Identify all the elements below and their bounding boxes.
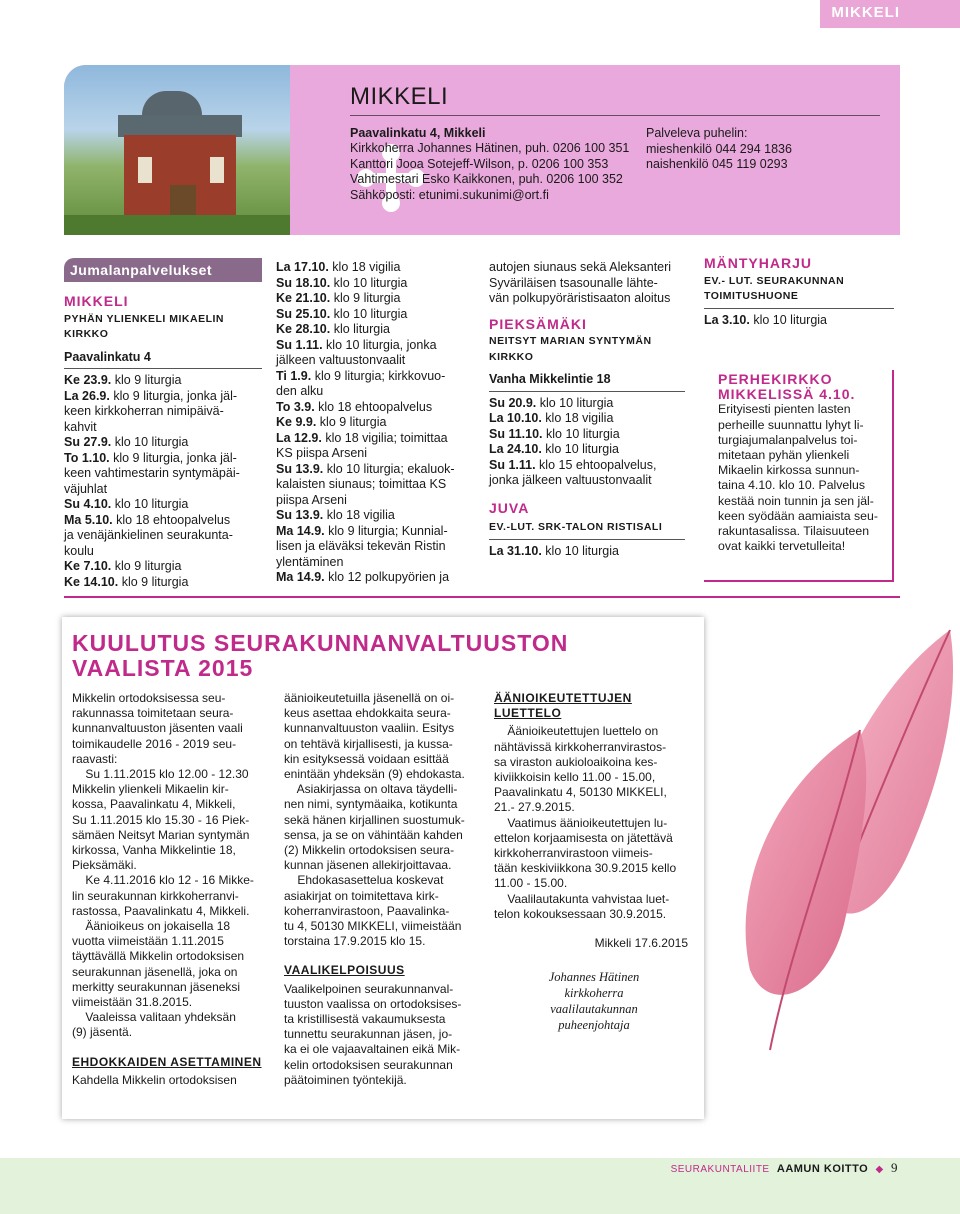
entry-text: klo 10 liturgia — [536, 395, 614, 410]
entry-date: La 26.9. — [64, 388, 110, 403]
text-line: kin esityksessä voidaan esittää — [284, 751, 449, 766]
text-line: vaalilautakunnan — [550, 1002, 638, 1017]
text-line: sämäen Neitsyt Marian syntymän — [72, 827, 250, 842]
entry-date: Ma 14.9. — [276, 570, 325, 584]
text-line: kelin ortodoksisen seurakunnan — [284, 1057, 453, 1072]
text-line: tään keskiviikkona 30.9.2015 kello — [494, 861, 677, 876]
entry-text: klo 10 liturgia — [541, 543, 619, 558]
schedule-entry — [64, 435, 262, 451]
church-address: Vanha Mikkelintie 18 — [489, 372, 685, 392]
text-line: äänioikeutetuilla jäsenellä on oi- — [284, 691, 455, 705]
text-line: kunnan jäsenen allekirjoittavaa. — [284, 858, 452, 873]
entry-text: kahvit — [64, 419, 97, 434]
entry-text: klo 10 liturgia — [111, 435, 189, 449]
text-line: Vaalilautakunta vahvistaa luet- — [494, 891, 670, 906]
entry-text: jonka jälkeen valtuustonvaalit — [489, 473, 652, 487]
entry-text: klo 9 liturgia; Kunnial- — [324, 523, 448, 538]
schedule-list — [704, 313, 894, 329]
text-line: kirkkoherranvirastoon viimeis- — [494, 846, 653, 861]
schedule-list — [276, 260, 476, 586]
text-line: Erityisesti pienten lasten — [718, 402, 851, 417]
section-heading: PIEKSÄMÄKI — [489, 315, 587, 332]
services-tab: Jumalanpalvelukset — [64, 258, 262, 282]
schedule-entry — [276, 431, 476, 447]
entry-text: jälkeen valtuustonvaalit — [276, 353, 406, 367]
parish-header — [64, 65, 900, 235]
text-line: keus asettaa ehdokkaita seura- — [284, 706, 451, 721]
entry-date: Su 13.9. — [276, 508, 324, 522]
text-line: mitetaan pyhän ylienkeli — [718, 448, 850, 463]
schedule-entry — [276, 384, 476, 400]
schedule-entry — [276, 493, 476, 509]
schedule-entry — [276, 524, 476, 540]
schedule-entry — [276, 446, 476, 462]
text-line: Paavalinkatu 4, 50130 MIKKELI, — [494, 785, 667, 800]
text-line: Su 1.11.2015 klo 12.00 - 12.30 — [72, 767, 249, 782]
text-line: nen nimi, syntymäaika, kotikunta — [284, 797, 458, 812]
schedule-entry — [64, 420, 262, 436]
entry-text: väjuhlat — [64, 481, 108, 496]
entry-text: ylentäminen — [276, 554, 344, 569]
entry-date: Su 4.10. — [64, 497, 112, 511]
entry-text: keen kirkkoherran nimipäivä- — [64, 404, 224, 418]
text-line: kirkkoherra — [564, 986, 624, 1001]
text-line: viimeistään 31.8.2015. — [72, 995, 193, 1010]
text-line: rakunnassa toimitetaan seura- — [72, 706, 234, 721]
text-line: tunnettu seurakunnan jäsen, jo- — [284, 1027, 453, 1042]
schedule-col-pieksamaki: autojen siunaus sekä Aleksanteri Syväriläisen tsasounalle lähte- vän polkupyöräristisaaton aloitus PIEKSÄMÄKI NEITSYT MARIAN SYNTYMÄN KIRKKO Vanha Mikkelintie 18 Su 20.9. klo 10 liturgia La 10.10. klo 18 vigilia Su 11.10. klo 10 liturgia La 24.10. klo 10 liturgia Su 1.11. klo 15 ehtoopalvelus, jonka jälkeen valtuustonvaalit JUVA EV.-LUT. SRK-TALON RISTISALI La 31.10. klo 10 liturgia — [489, 260, 685, 559]
entry-date: Ma 14.9. — [276, 523, 325, 538]
text-line: keen syödään aamiaista seu- — [718, 508, 878, 523]
entry-text: koulu — [64, 543, 94, 558]
section-heading: JUVA — [489, 499, 530, 516]
text-line: Asiakirjassa on oltava täydelli- — [284, 782, 458, 797]
entry-date: Ke 21.10. — [276, 291, 331, 305]
entry-date: Ke 23.9. — [64, 373, 112, 387]
schedule-entry — [276, 555, 476, 571]
entry-text: klo 9 liturgia — [111, 559, 182, 573]
schedule-entry — [489, 458, 685, 474]
election-notice — [62, 617, 704, 1119]
entry-text: keen vahtimestarin syntymäpäi- — [64, 466, 240, 480]
entry-text: ja venäjänkielinen seurakunta- — [64, 528, 233, 542]
schedule-entry — [489, 427, 685, 443]
entry-text: klo 18 vigilia — [323, 508, 395, 522]
text-line: on tehtävä kirjallisesti, ja kussa- — [284, 736, 453, 751]
text-line: tuuston vaalissa on ortodoksises- — [284, 996, 462, 1011]
schedule-entry — [276, 307, 476, 323]
entry-text: lisen ja eläväksi tekevän Ristin — [276, 539, 446, 553]
schedule-entry — [64, 389, 262, 405]
parish-address: Paavalinkatu 4, Mikkeli — [350, 126, 486, 140]
schedule-entry — [64, 544, 262, 560]
entry-date: Su 13.9. — [276, 461, 324, 476]
section-tag-label: MIKKELI — [831, 4, 900, 21]
entry-text: klo 10 liturgia — [330, 306, 408, 321]
section-tag — [820, 0, 960, 28]
entry-date: Su 1.11. — [276, 337, 323, 352]
page-number: 9 — [891, 1160, 898, 1175]
schedule-entry — [64, 513, 262, 529]
text-line: tu 4, 50130 MIKKELI, viimeistään — [284, 919, 462, 934]
entry-text: klo 10 liturgia; ekaluok- — [323, 461, 455, 476]
entry-text: klo 10 liturgia — [111, 497, 189, 511]
schedule-entry — [276, 508, 476, 524]
text-line: turgiajumalanpalvelus toi- — [718, 432, 858, 447]
entry-date: Su 27.9. — [64, 435, 112, 449]
text-line: Johannes Hätinen — [548, 970, 640, 985]
notice-col-a: Mikkelin ortodoksisessa seu- rakunnassa toimitetaan seura- kunnanvaltuuston jäsenten vaali toimikaudelle 2016 - 2019 seu- raavasti: Su 1.11.2015 klo 12.00 - 12.30 Mikkelin ylienkeli Mikaelin kir- kossa, Paavalinkatu 4, Mikkeli, Su 1.11.2015 klo 15.30 - 16 Piek- sämäen Neitsyt Marian syntymän kirkossa, Vanha Mikkelintie 18, Pieksämäki. Ke 4.11.2016 klo 12 - 16 Mikke- lin seurakunnan kirkkoherranvi- rastossa, Paavalinkatu 4, Mikkeli. Äänioikeus on jokaisella 18 vuotta viimeistään 1.11.2015 täyttävällä Mikkelin ortodoksisen seurakunnan jäsenellä, joka on merkitty seurakunnan jäseneksi viimeistään 31.8.2015. Vaaleissa valitaan yhdeksän (9) jäsentä. EHDOKKAIDEN ASETTAMINEN Kahdella Mikkelin ortodoksisen — [72, 691, 268, 1088]
entry-text: klo 9 liturgia — [330, 291, 401, 305]
schedule-entry — [276, 369, 476, 385]
entry-date: Ma 5.10. — [64, 512, 113, 527]
entry-text: klo 9 liturgia — [118, 574, 189, 589]
page-footer: SEURAKUNTALIITE AAMUN KOITTO ◆ 9 — [670, 1160, 898, 1175]
entry-text: klo 9 liturgia; kirkkovuo- — [311, 368, 446, 383]
entry-text: klo 15 ehtoopalvelus, — [535, 457, 657, 472]
entry-text: klo 18 vigilia; toimittaa — [321, 430, 448, 445]
schedule-entry — [64, 559, 262, 575]
schedule-entry — [276, 276, 476, 292]
schedule-entry — [489, 544, 685, 560]
text-line: ettelon korjaamisesta on jätettävä — [494, 830, 673, 845]
section-divider — [64, 596, 900, 598]
text-line: sa viraston aukioloaikoina kes- — [494, 754, 658, 769]
text-line: kiviikkoisin kello 11.00 - 15.00, — [494, 770, 656, 785]
schedule-entry — [276, 338, 476, 354]
schedule-entry — [489, 396, 685, 412]
section-heading: MÄNTYHARJU — [704, 255, 812, 271]
entry-text: klo 18 vigilia — [541, 411, 614, 425]
entry-date: La 10.10. — [489, 411, 542, 425]
entry-text: klo 10 liturgia — [749, 312, 827, 327]
notice-date: Mikkeli 17.6.2015 — [594, 936, 688, 951]
entry-text: klo 10 liturgia — [541, 442, 619, 456]
parish-title: MIKKELI — [350, 83, 449, 110]
text-line: taina 4.10. klo 10. Palvelus — [718, 478, 865, 493]
diamond-icon: ◆ — [875, 1164, 884, 1175]
schedule-entry — [64, 482, 262, 498]
text-line: päätoiminen työntekijä. — [284, 1072, 407, 1087]
entry-text: klo 18 vigilia — [328, 260, 401, 274]
schedule-list — [489, 544, 685, 560]
schedule-entry — [276, 570, 476, 586]
text-line: torstaina 17.9.2015 klo 15. — [284, 934, 426, 949]
text-line: Äänioikeutettujen luettelo on — [494, 724, 659, 739]
text-line: Kahdella Mikkelin ortodoksisen — [72, 1072, 237, 1087]
schedule-entry — [64, 466, 262, 482]
text-line: vuotta viimeistään 1.11.2015 — [72, 934, 224, 949]
schedule-col-mikkeli: MIKKELI PYHÄN YLIENKELI MIKAELIN KIRKKO Paavalinkatu 4 Ke 23.9. klo 9 liturgia La 26.9. klo 9 liturgia, jonka jäl- keen kirkkoherran nimipäivä- kahvit Su 27.9. klo 10 liturgia To 1.10. klo 9 liturgia, jonka jäl- keen vahtimestarin syntymäpäi- väjuhlat Su 4.10. klo 10 liturgia Ma 5.10. klo 18 ehtoopalvelus ja venäjänkielinen seurakunta- koulu Ke 7.10. klo 9 liturgia Ke 14.10. klo 9 liturgia — [64, 294, 262, 590]
text-line: asiakirjat on toimitettava kirk- — [284, 888, 439, 903]
entry-date: Su 18.10. — [276, 275, 331, 290]
text-line: lin seurakunnan kirkkoherranvi- — [72, 888, 239, 903]
text-line: kunnanvaltuuston vaaliin. Esitys — [284, 721, 455, 736]
schedule-list — [489, 396, 685, 489]
schedule-entry — [489, 411, 685, 427]
text-line: 11.00 - 15.00. — [494, 876, 568, 891]
entry-text: kalaisten siunaus; toimittaa KS — [276, 477, 447, 491]
schedule-entry — [276, 462, 476, 478]
schedule-entry — [276, 400, 476, 416]
text-line: toimikaudelle 2016 - 2019 seu- — [72, 736, 237, 751]
entry-text: klo 9 liturgia — [316, 415, 387, 429]
schedule-entry — [276, 415, 476, 431]
text-line: koherranvirastoon, Paavalinka- — [284, 903, 450, 918]
text-line: Pieksämäki. — [72, 858, 137, 873]
text-line: Ke 4.11.2016 klo 12 - 16 Mikke- — [72, 873, 254, 888]
schedule-entry — [64, 451, 262, 467]
entry-text: klo 9 liturgia, jonka jäl- — [109, 388, 238, 403]
entry-text: den alku — [276, 384, 324, 398]
text-line: raavasti: — [72, 751, 118, 766]
schedule-entry — [276, 322, 476, 338]
feather-decoration — [710, 620, 960, 1140]
schedule-entry — [276, 353, 476, 369]
text-line: puheenjohtaja — [558, 1018, 630, 1033]
schedule-entry — [276, 539, 476, 555]
entry-date: Su 25.10. — [276, 306, 331, 321]
text-line: 21.- 27.9.2015. — [494, 800, 575, 815]
text-line: Äänioikeus on jokaisella 18 — [72, 919, 231, 934]
schedule-entry — [64, 373, 262, 389]
top-strip — [0, 0, 960, 28]
schedule-entry — [64, 497, 262, 513]
entry-date: Ke 9.9. — [276, 415, 317, 429]
text-line: Mikaelin kirkossa sunnun- — [718, 463, 860, 478]
entry-date: Ke 7.10. — [64, 559, 112, 573]
entry-text: KS piispa Arseni — [276, 446, 368, 460]
entry-text: klo 10 liturgia — [330, 275, 408, 290]
section-heading: MIKKELI — [64, 293, 129, 309]
entry-date: Su 11.10. — [489, 426, 543, 441]
entry-date: Ke 28.10. — [276, 322, 331, 336]
entry-date: To 3.9. — [276, 399, 315, 414]
text-line: Vaatimus äänioikeutettujen lu- — [494, 815, 668, 830]
schedule-entry — [276, 291, 476, 307]
entry-date: La 17.10. — [276, 260, 329, 274]
text-line: seurakunnan jäsenellä, joka on — [72, 964, 238, 979]
service-phone: Palveleva puhelin: mieshenkilö 044 294 1836 naishenkilö 045 119 0293 — [646, 126, 792, 171]
text-line: kirkossa, Vanha Mikkelintie 18, — [72, 843, 236, 858]
entry-date: Ti 1.9. — [276, 368, 312, 383]
email-link[interactable]: Sähköposti: etunimi.sukunimi@ort.fi — [350, 187, 549, 202]
entry-text: klo 18 ehtoopalvelus — [314, 399, 433, 414]
entry-date: La 12.9. — [276, 430, 322, 445]
text-line: (2) Mikkelin ortodoksisen seura- — [284, 843, 455, 858]
schedule-col-continued — [276, 260, 476, 586]
text-line: Mikkelin ylienkeli Mikaelin kir- — [72, 782, 229, 797]
entry-date: La 3.10. — [704, 312, 750, 327]
entry-text: klo 9 liturgia — [111, 373, 182, 387]
text-line: ovat kaikki tervetulleita! — [718, 539, 846, 554]
entry-date: La 31.10. — [489, 543, 542, 558]
schedule-entry — [704, 313, 894, 329]
entry-date: Ke 14.10. — [64, 574, 119, 589]
text-line: sekä hänen kirjallinen suostumuk- — [284, 812, 465, 827]
schedule-entry — [489, 473, 685, 489]
text-line: Mikkelin ortodoksisessa seu- — [72, 691, 226, 705]
signature — [494, 969, 694, 1033]
family-church-box: PERHEKIRKKO MIKKELISSÄ 4.10. Erityisesti pienten lasten perheille suunnattu lyhyt li- turgiajumalanpalvelus toi- mitetaan pyhän ylienkeli Mikaelin kirkossa sunnun- taina 4.10. klo 10. Palvelus kestää noin tunnin ja sen jäl- keen syödään aamiaista seu- rakuntasalissa. Tilaisuuteen ovat kaikki tervetulleita! — [704, 370, 892, 588]
text-line: ka ei ole vajaavaltainen eikä Mik- — [284, 1042, 461, 1057]
text-line: täyttävällä Mikkelin ortodoksisen — [72, 949, 245, 964]
parish-contacts: Kirkkoherra Johannes Hätinen, puh. 0206 100 351 Kanttori Jooa Sotejeff-Wilson, p. 0206 100 353 Vahtimestari Esko Kaikkonen, puh. 0206 100 352 Sähköposti: etunimi.sukunimi@ort.fi — [350, 141, 630, 202]
entry-text: klo 10 liturgia — [542, 426, 620, 441]
text-line: nähtävissä kirkkoherranvirastos- — [494, 739, 667, 754]
entry-text: piispa Arseni — [276, 492, 347, 507]
text-line: Su 1.11.2015 klo 15.30 - 16 Piek- — [72, 812, 250, 827]
text-line: enintään yhdeksän (9) ehdokasta. — [284, 767, 465, 782]
schedule-entry — [64, 575, 262, 591]
text-line: merkitty seurakunnan jäseneksi — [72, 979, 241, 994]
schedule-entry — [489, 442, 685, 458]
schedule-entry — [276, 260, 476, 276]
church-photo — [64, 65, 290, 235]
entry-text: klo 9 liturgia, jonka jäl- — [109, 450, 237, 465]
text-line: Ehdokasasettelua koskevat — [284, 873, 444, 888]
text-line: Vaaleissa valitaan yhdeksän — [72, 1010, 236, 1025]
entry-date: La 24.10. — [489, 442, 542, 456]
church-address: Paavalinkatu 4 — [64, 350, 262, 370]
schedule-list — [64, 373, 262, 590]
entry-text: klo 10 liturgia, jonka — [322, 337, 437, 352]
notice-title: KUULUTUS SEURAKUNNANVALTUUSTON VAALISTA 2015 — [72, 630, 569, 681]
entry-text: klo 18 ehtoopalvelus — [112, 512, 231, 527]
schedule-entry — [64, 404, 262, 420]
schedule-col-mantyharju: MÄNTYHARJU EV.- LUT. SEURAKUNNAN TOIMITUSHUONE La 3.10. klo 10 liturgia — [704, 256, 894, 328]
text-line: rakuntasalissa. Tilaisuuteen — [718, 524, 870, 539]
entry-date: Su 20.9. — [489, 395, 537, 410]
text-line: sensa, ja se on vähintään kahden — [284, 827, 463, 842]
schedule-entry — [64, 528, 262, 544]
text-line: ta kristillisestä vakaumuksesta — [284, 1012, 446, 1027]
entry-text: klo 12 polkupyörien ja — [324, 570, 450, 584]
entry-date: To 1.10. — [64, 450, 110, 465]
text-line: kunnanvaltuuston jäsenten vaali — [72, 721, 243, 736]
text-line: rastossa, Paavalinkatu 4, Mikkeli. — [72, 903, 250, 918]
notice-col-c: ÄÄNIOIKEUTETTUJEN LUETTELO Äänioikeutettujen luettelo on nähtävissä kirkkoherranvirastos- sa viraston aukioloaikoina kes- kiviikkoisin kello 11.00 - 15.00, Paavalinkatu 4, 50130 MIKKELI, 21.- 27.9.2015. Vaatimus äänioikeutettujen lu- ettelon korjaamisesta on jätettävä kirkkoherranvirastoon viimeis- tään keskiviikkona 30.9.2015 kello 11.00 - 15.00. Vaalilautakunta vahvistaa luet- telon kokouksessaan 30.9.2015. Mikkeli 17.6.2015 Johannes Hätinen kirkkoherra vaalilautakunnan puheenjohtaja — [494, 691, 694, 1033]
entry-text: klo liturgia — [330, 322, 390, 336]
notice-col-b: äänioikeutetuilla jäsenellä on oi- keus asettaa ehdokkaita seura- kunnanvaltuuston vaaliin. Esitys on tehtävä kirjallisesti, ja kussa- kin esityksessä voidaan esittää enintään yhdeksän (9) ehdokasta. Asiakirjassa on oltava täydelli- nen nimi, syntymäaika, kotikunta sekä hänen kirjallinen suostumuk- sensa, ja se on vähintään kahden (2) Mikkelin ortodoksisen seura- kunnan jäsenen allekirjoittavaa. Ehdokasasettelua koskevat asiakirjat on toimitettava kirk- koherranvirastoon, Paavalinka- tu 4, 50130 MIKKELI, viimeistään torstaina 17.9.2015 klo 15. VAALIKELPOISUUS Vaalikelpoinen seurakunnanval- tuuston vaalissa on ortodoksises- ta kristillisestä vakaumuksesta tunnettu seurakunnan jäsen, jo- ka ei ole vajaavaltainen eikä Mik- kelin ortodoksisen seurakunnan päätoiminen työntekijä. — [284, 691, 480, 1088]
text-line: (9) jäsentä. — [72, 1025, 133, 1040]
text-line: Vaalikelpoinen seurakunnanval- — [284, 981, 454, 996]
text-line: telon kokouksessaan 30.9.2015. — [494, 906, 667, 921]
schedule-entry — [276, 477, 476, 493]
text-line: kossa, Paavalinkatu 4, Mikkeli, — [72, 797, 236, 812]
entry-date: Su 1.11. — [489, 457, 536, 472]
text-line: kestää noin tunnin ja sen jäl- — [718, 493, 874, 508]
text-line: perheille suunnattu lyhyt li- — [718, 417, 864, 432]
